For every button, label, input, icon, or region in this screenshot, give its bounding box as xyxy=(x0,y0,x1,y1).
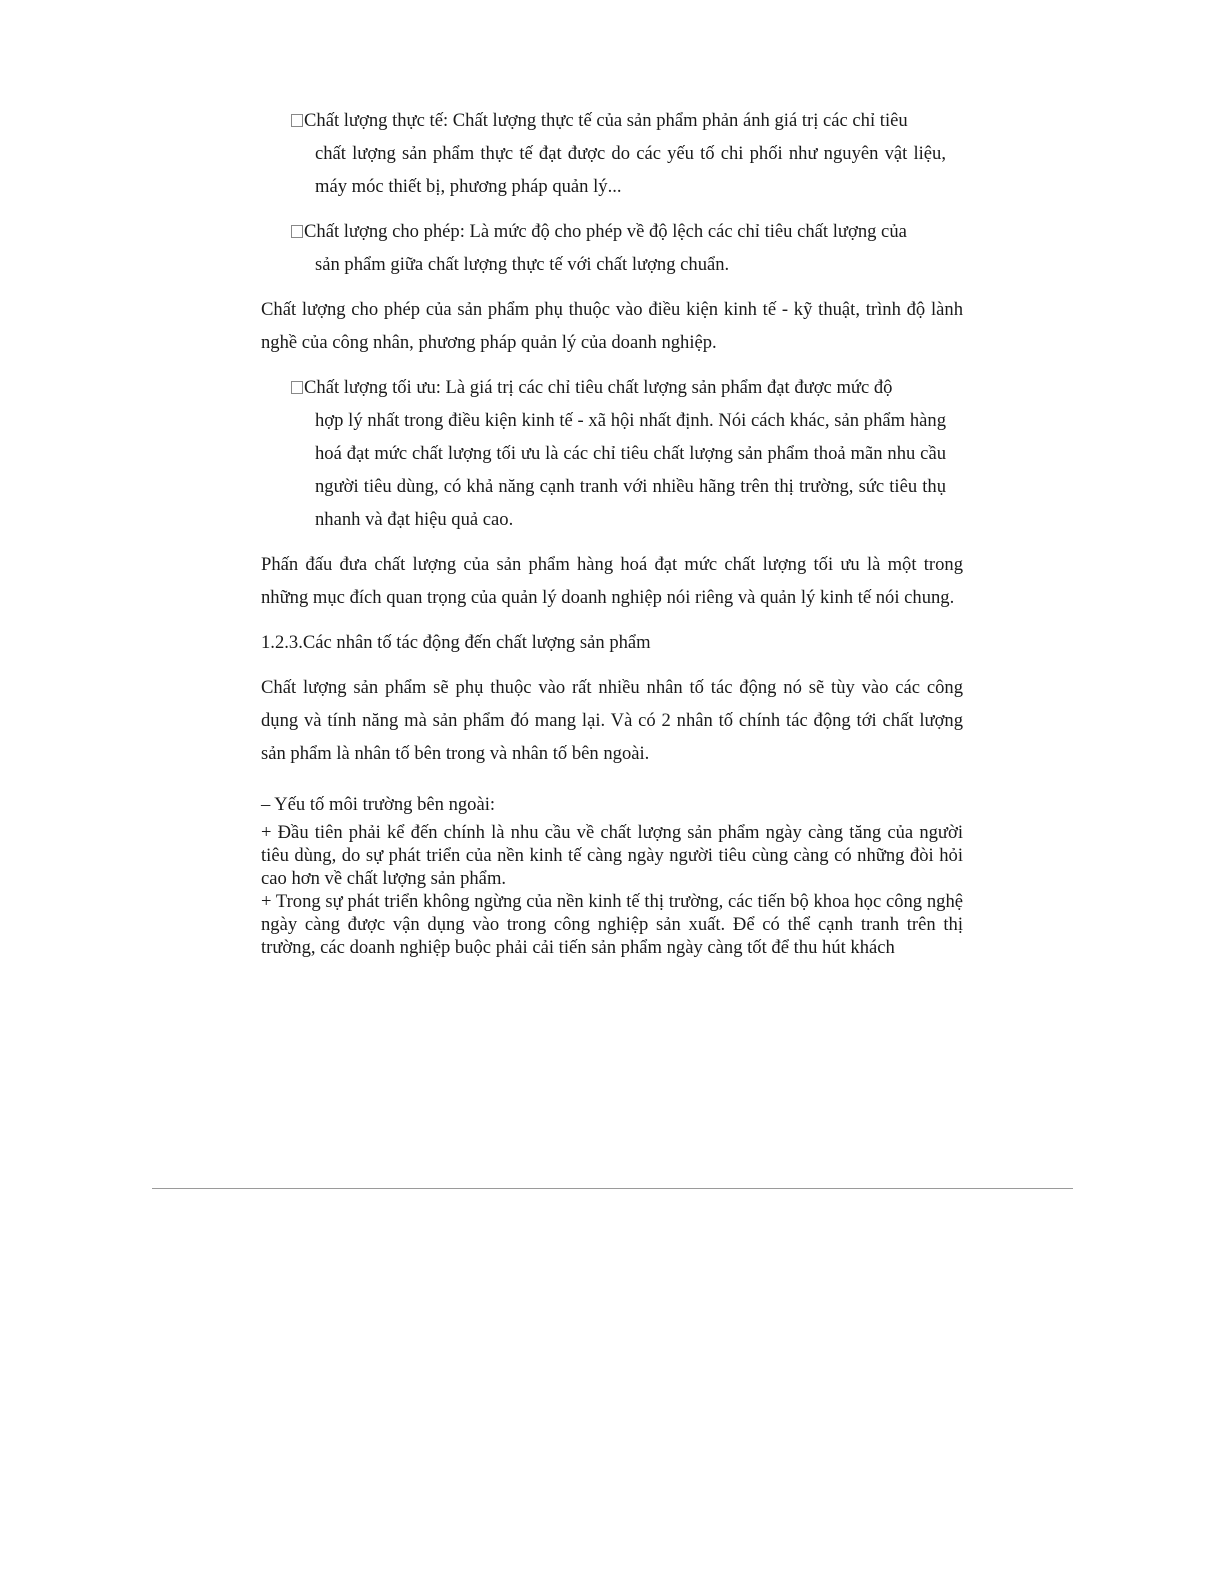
external-point-demand: + Đầu tiên phải kể đến chính là nhu cầu về chất lượng sản phẩm ngày càng tăng của người tiêu dùng, do sự phát triển của nền kinh tế càng ngày người tiêu cùng càng có những đòi hỏi cao hơn về chất lượng sản phẩm. xyxy=(261,822,963,889)
page-divider xyxy=(152,1188,1073,1189)
checkbox-bullet-icon xyxy=(291,225,303,238)
checkbox-bullet-icon xyxy=(291,114,303,127)
bullet-continuation: hợp lý nhất trong điều kiện kinh tế - xã hội nhất định. Nói cách khác, sản phẩm hàng hoá đạt mức chất lượng tối ưu là các chỉ tiêu chất lượng sản phẩm thoả mãn nhu cầu người tiêu dùng, có khả năng cạnh tranh với nhiều hãng trên thị trường, sức tiêu thụ nhanh và đạt hiệu quả cao. xyxy=(315,410,946,530)
bullet-continuation: chất lượng sản phẩm thực tế đạt được do các yếu tố chi phối như nguyên vật liệu, máy móc thiết bị, phương pháp quản lý... xyxy=(315,143,946,197)
bullet-first-line xyxy=(291,104,946,137)
bullet-continuation: sản phẩm giữa chất lượng thực tế với chất lượng chuẩn. xyxy=(315,254,730,275)
external-factors-heading: – Yếu tố môi trường bên ngoài: xyxy=(261,794,496,815)
bullet-first-line xyxy=(291,215,946,248)
bullet-first-line xyxy=(291,371,946,404)
bullet-text: Chất lượng cho phép: Là mức độ cho phép về độ lệch các chỉ tiêu chất lượng của xyxy=(304,221,907,242)
external-point-technology: + Trong sự phát triển không ngừng của nền kinh tế thị trường, các tiến bộ khoa học công nghệ ngày càng được vận dụng vào trong công nghiệp sản xuất. Để có thể cạnh tranh trên thị trường, các doanh nghiệp buộc phải cải tiến sản phẩm ngày càng tốt để thu hút khách xyxy=(261,891,963,958)
page-content xyxy=(261,104,963,959)
paragraph-factors: Chất lượng sản phẩm sẽ phụ thuộc vào rất nhiều nhân tố tác động nó sẽ tùy vào các công dụng và tính năng mà sản phẩm đó mang lại. Và có 2 nhân tố chính tác động tới chất lượng sản phẩm là nhân tố bên trong và nhân tố bên ngoài. xyxy=(261,677,963,764)
bullet-actual-quality xyxy=(261,104,963,203)
bullet-allowed-quality xyxy=(261,215,963,281)
paragraph-allowed-quality: Chất lượng cho phép của sản phẩm phụ thuộc vào điều kiện kinh tế - kỹ thuật, trình độ lành nghề của công nhân, phương pháp quản lý của doanh nghiệp. xyxy=(261,299,963,353)
paragraph-striving: Phấn đấu đưa chất lượng của sản phẩm hàng hoá đạt mức chất lượng tối ưu là một trong những mục đích quan trọng của quản lý doanh nghiệp nói riêng và quản lý kinh tế nói chung. xyxy=(261,554,963,608)
bullet-text: Chất lượng tối ưu: Là giá trị các chỉ tiêu chất lượng sản phẩm đạt được mức độ xyxy=(304,377,893,398)
bullet-optimal-quality xyxy=(261,371,963,536)
section-heading: 1.2.3.Các nhân tố tác động đến chất lượng sản phẩm xyxy=(261,632,651,653)
bullet-text: Chất lượng thực tế: Chất lượng thực tế của sản phẩm phản ánh giá trị các chỉ tiêu xyxy=(304,110,908,131)
checkbox-bullet-icon xyxy=(291,381,303,394)
